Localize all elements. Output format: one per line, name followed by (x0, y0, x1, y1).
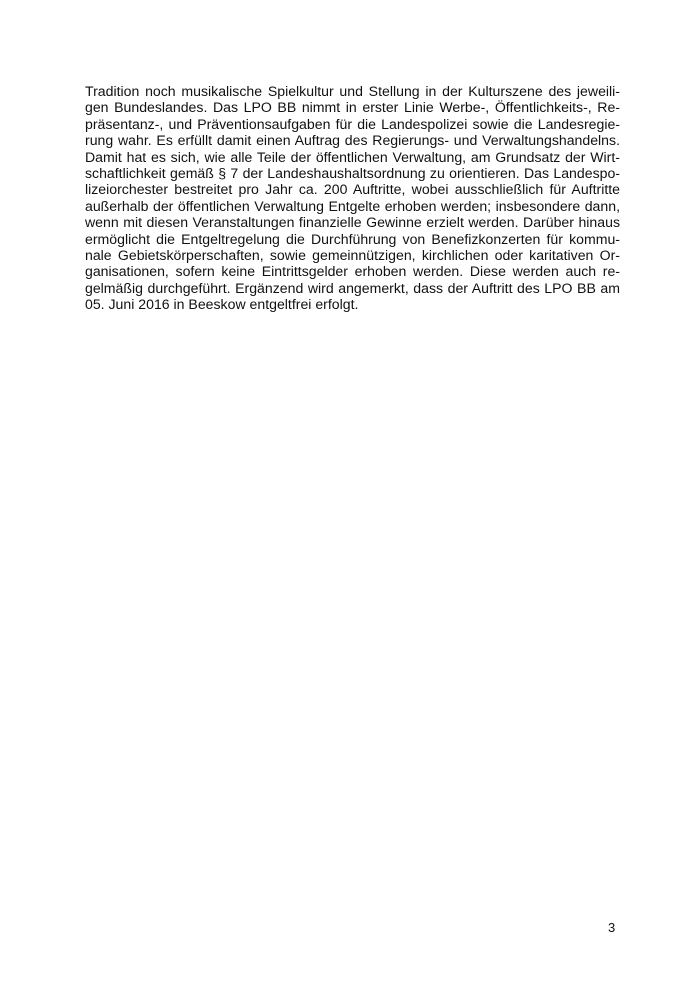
body-paragraph (85, 83, 620, 313)
paragraph-line: gen Bundeslandes. Das LPO BB nimmt in erster Linie Werbe-, Öffentlichkeits-, Re- (85, 99, 620, 116)
paragraph-line: gelmäßig durchgeführt. Ergänzend wird angemerkt, dass der Auftritt des LPO BB am (85, 279, 620, 296)
paragraph-line: lizeiorchester bestreitet pro Jahr ca. 200 Auftritte, wobei ausschließlich für Auftritte (85, 181, 620, 198)
paragraph-line: außerhalb der öffentlichen Verwaltung Entgelte erhoben werden; insbesondere dann, (85, 197, 620, 214)
paragraph-line: ermöglicht die Entgeltregelung die Durchführung von Benefizkonzerten für kommu- (85, 230, 620, 247)
paragraph-line: Tradition noch musikalische Spielkultur und Stellung in der Kulturszene des jeweili- (85, 83, 620, 99)
paragraph-line: wenn mit diesen Veranstaltungen finanzielle Gewinne erzielt werden. Darüber hinaus (85, 214, 620, 231)
paragraph-line: nale Gebietskörperschaften, sowie gemeinnützigen, kirchlichen oder karitativen Or- (85, 247, 620, 264)
paragraph-line: ganisationen, sofern keine Eintrittsgelder erhoben werden. Diese werden auch re- (85, 263, 620, 280)
page-number: 3 (608, 920, 616, 935)
paragraph-line: schaftlichkeit gemäß § 7 der Landeshaushaltsordnung zu orientieren. Das Landespo- (85, 165, 620, 182)
paragraph-line: 05. Juni 2016 in Beeskow entgeltfrei erfolgt. (85, 296, 359, 313)
paragraph-line: Damit hat es sich, wie alle Teile der öffentlichen Verwaltung, am Grundsatz der Wirt- (85, 148, 620, 165)
paragraph-line: präsentanz-, und Präventionsaufgaben für die Landespolizei sowie die Landesregie- (85, 115, 620, 132)
paragraph-line: rung wahr. Es erfüllt damit einen Auftrag des Regierungs- und Verwaltungshandelns. (85, 132, 620, 149)
